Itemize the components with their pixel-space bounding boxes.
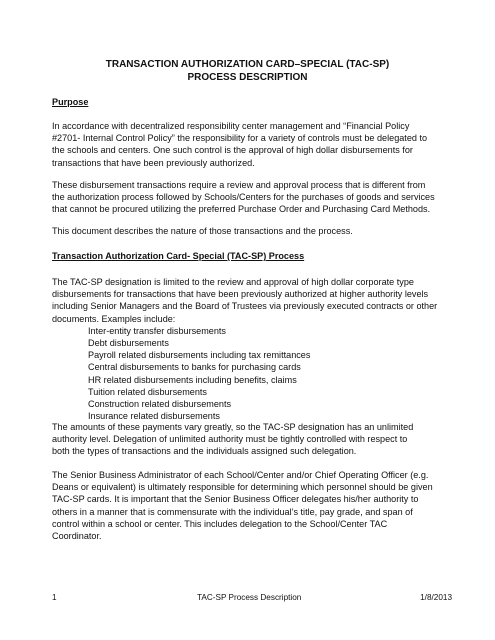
footer-doc-title: TAC-SP Process Description xyxy=(197,593,302,602)
purpose-paragraph-3 xyxy=(52,225,452,237)
text-line: control within a school or center. This includes delegation to the School/Center TAC xyxy=(52,518,388,529)
text-line: TAC-SP cards. It is important that the Senior Business Officer delegates his/her authority to xyxy=(52,494,419,505)
document-title xyxy=(0,58,495,84)
example-item: Insurance related disbursements xyxy=(88,411,220,422)
text-line: both the types of transactions and the individuals assigned such delegation. xyxy=(52,446,357,457)
example-item: Construction related disbursements xyxy=(88,399,232,410)
text-line: including Senior Managers and the Board of Trustees via previously executed contracts or other xyxy=(52,301,438,312)
process-paragraph-3 xyxy=(52,469,452,542)
example-item: Inter-entity transfer disbursements xyxy=(88,325,226,336)
page-number: 1 xyxy=(52,593,57,602)
text-line: transactions that have been previously authorized. xyxy=(52,157,255,168)
text-line: authority level. Delegation of unlimited authority must be tightly controlled with respect to xyxy=(52,434,408,445)
process-paragraph-1 xyxy=(52,276,452,422)
title-line-1: TRANSACTION AUTHORIZATION CARD–SPECIAL (TAC-SP) xyxy=(105,59,390,70)
text-line: This document describes the nature of those transactions and the process. xyxy=(52,226,353,236)
text-line: the schools and centers. One such control is the approval of high dollar disbursements for xyxy=(52,145,413,156)
text-line: #2701- Internal Control Policy” the responsibility for a variety of controls must be delegated to xyxy=(52,133,428,144)
purpose-paragraph-1 xyxy=(52,120,452,169)
example-item: Debt disbursements xyxy=(88,338,169,349)
text-line: documents. Examples include: xyxy=(52,313,176,324)
text-line: Coordinator. xyxy=(52,531,102,542)
text-line: others in a manner that is commensurate with the individual’s title, pay grade, and span of xyxy=(52,506,413,517)
text-line: The amounts of these payments vary greatly, so the TAC-SP designation has an unlimited xyxy=(52,422,414,432)
text-line: the authorization process followed by Schools/Centers for the purchases of goods and services xyxy=(52,192,435,203)
process-paragraph-2 xyxy=(52,421,452,458)
footer-date: 1/8/2013 xyxy=(420,593,452,602)
text-line: that cannot be procured utilizing the preferred Purchase Order and Purchasing Card Methods. xyxy=(52,204,431,215)
page-footer xyxy=(52,592,452,605)
example-item: Central disbursements to banks for purchasing cards xyxy=(88,362,301,373)
text-line: The Senior Business Administrator of each School/Center and/or Chief Operating Officer (e.g. xyxy=(52,470,429,480)
example-item: HR related disbursements including benefits, claims xyxy=(88,374,297,385)
example-item: Tuition related disbursements xyxy=(88,386,207,397)
text-line: disbursements for transactions that have been previously authorized at higher authority levels xyxy=(52,289,429,300)
process-heading: Transaction Authorization Card- Special (TAC-SP) Process xyxy=(52,251,305,261)
purpose-heading: Purpose xyxy=(52,97,89,107)
example-item: Payroll related disbursements including tax remittances xyxy=(88,350,311,361)
title-line-2: PROCESS DESCRIPTION xyxy=(187,72,308,83)
purpose-paragraph-2 xyxy=(52,179,452,216)
text-line: These disbursement transactions require a review and approval process that is different from xyxy=(52,180,426,190)
text-line: The TAC-SP designation is limited to the review and approval of high dollar corporate type xyxy=(52,277,414,287)
text-line: In accordance with decentralized responsibility center management and “Financial Policy xyxy=(52,121,410,131)
text-line: Deans or equivalent) is ultimately responsible for determining which personnel should be given xyxy=(52,482,433,493)
